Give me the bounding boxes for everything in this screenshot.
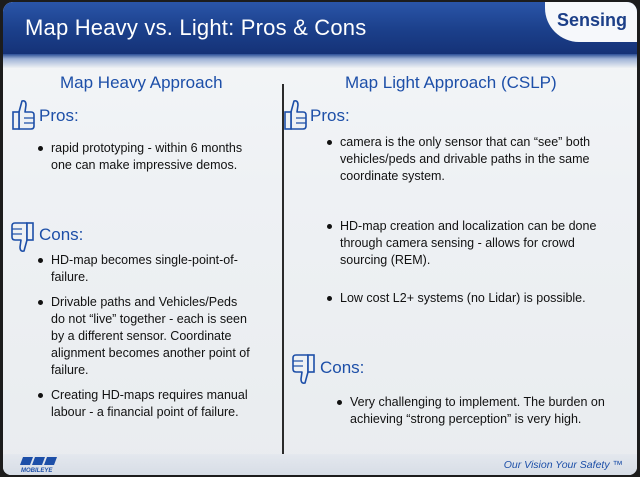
list-item: HD-map creation and localization can be done through camera sensing - allows for crowd sourcing (REM). bbox=[326, 218, 621, 269]
list-item: Creating HD-maps requires manual labour - a financial point of failure. bbox=[37, 387, 252, 421]
slide bbox=[3, 2, 637, 475]
logo-wordmark: MOBILEYE bbox=[21, 468, 53, 473]
right-pros-list bbox=[326, 134, 621, 315]
right-cons-list bbox=[336, 394, 626, 436]
list-item: Low cost L2+ systems (no Lidar) is possible. bbox=[326, 290, 621, 307]
thumbs-up-icon bbox=[10, 98, 36, 132]
slide-title: Map Heavy vs. Light: Pros & Cons bbox=[25, 15, 367, 40]
header-gradient-band bbox=[3, 54, 637, 68]
footer-slogan: Our Vision Your Safety ™ bbox=[503, 459, 623, 471]
list-item: camera is the only sensor that can “see” both vehicles/peds and drivable paths in the same coordinate system. bbox=[326, 134, 621, 185]
left-column-heading: Map Heavy Approach bbox=[60, 73, 223, 92]
right-cons-label: Cons: bbox=[320, 358, 365, 377]
right-column-heading: Map Light Approach (CSLP) bbox=[345, 73, 557, 92]
mobileye-logo bbox=[19, 455, 65, 473]
left-pros-list bbox=[37, 140, 252, 182]
list-item: HD-map becomes single-point-of-failure. bbox=[37, 252, 252, 286]
column-divider bbox=[282, 84, 284, 457]
thumbs-up-icon bbox=[282, 98, 308, 132]
list-item: Very challenging to implement. The burden on achieving “strong perception” is very high. bbox=[336, 394, 626, 428]
slide-header bbox=[3, 2, 637, 54]
thumbs-down-icon bbox=[10, 220, 36, 254]
list-item: rapid prototyping - within 6 months one can make impressive demos. bbox=[37, 140, 252, 174]
thumbs-down-icon bbox=[291, 352, 317, 386]
left-cons-list bbox=[37, 252, 252, 429]
left-pros-label: Pros: bbox=[39, 106, 79, 125]
right-pros-label: Pros: bbox=[310, 106, 350, 125]
left-cons-label: Cons: bbox=[39, 225, 84, 244]
section-tag: Sensing bbox=[556, 10, 627, 30]
list-item: Drivable paths and Vehicles/Peds do not “live” together - each is seen by a different sensor. Coordinate alignment becomes another point of failure. bbox=[37, 294, 252, 379]
